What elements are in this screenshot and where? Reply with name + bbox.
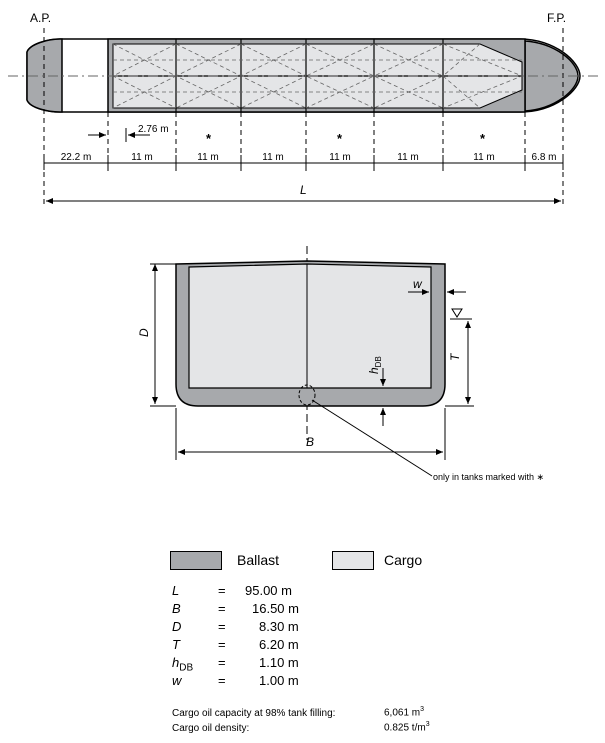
segment-label-1: 11 m bbox=[131, 152, 153, 163]
density-value: 0.825 $t/m^3$ bbox=[384, 721, 430, 734]
segment-label-fwd: 6.8 m bbox=[531, 152, 557, 163]
param-eq: = bbox=[218, 673, 226, 688]
param-eq: = bbox=[218, 583, 226, 598]
breadth-label: B bbox=[306, 435, 315, 449]
param-val-D: 8.30 m bbox=[259, 619, 299, 634]
note-leader-line bbox=[312, 400, 432, 476]
param-sym-hdb: $h_{DB}$ bbox=[172, 655, 194, 674]
legend-ballast-label: Ballast bbox=[237, 552, 280, 568]
param-eq: = bbox=[218, 655, 226, 670]
segment-label-aft: 22.2 m bbox=[60, 152, 92, 163]
section-view bbox=[0, 240, 605, 515]
param-sym-D: D bbox=[172, 619, 182, 634]
param-sym-L: L bbox=[172, 583, 180, 598]
density-label: Cargo oil density: bbox=[172, 723, 250, 734]
param-val-B: 16.50 m bbox=[252, 601, 299, 616]
param-sym-w: w bbox=[172, 673, 182, 688]
capacity-value: 6,061 $m^3$ bbox=[384, 706, 425, 719]
legend-cargo-swatch bbox=[332, 551, 374, 570]
depth-label: D bbox=[137, 328, 151, 337]
segment-label-3: 11 m bbox=[262, 152, 284, 163]
segment-label-6: 11 m bbox=[473, 152, 495, 163]
star-tank-1: * bbox=[206, 131, 212, 146]
tanks-note: only in tanks marked with ∗ bbox=[433, 472, 545, 482]
capacity-label: Cargo oil capacity at 98% tank filling: bbox=[172, 708, 336, 719]
wall-label: w bbox=[413, 277, 422, 291]
param-val-L: 95.00 m bbox=[245, 583, 292, 598]
param-eq: = bbox=[218, 619, 226, 634]
hdb-label: $h_{DB}$ bbox=[367, 356, 383, 374]
segment-label-2: 11 m bbox=[197, 152, 219, 163]
param-val-T: 6.20 m bbox=[259, 637, 299, 652]
plan-view bbox=[0, 0, 605, 215]
star-tank-3: * bbox=[480, 131, 486, 146]
draft-label: T bbox=[448, 353, 462, 361]
segment-label-4: 11 m bbox=[329, 152, 351, 163]
length-label: L bbox=[300, 183, 307, 197]
param-val-hdb: 1.10 m bbox=[259, 655, 299, 670]
fp-label: F.P. bbox=[547, 11, 567, 25]
param-val-w: 1.00 m bbox=[259, 673, 299, 688]
param-eq: = bbox=[218, 637, 226, 652]
legend-ballast-swatch bbox=[170, 551, 222, 570]
waterline-symbol bbox=[452, 309, 462, 317]
segment-label-5: 11 m bbox=[397, 152, 419, 163]
offset-dim-label: 2.76 m bbox=[138, 124, 169, 135]
star-tank-2: * bbox=[337, 131, 343, 146]
param-sym-B: B bbox=[172, 601, 181, 616]
ap-label: A.P. bbox=[30, 11, 52, 25]
legend-cargo-label: Cargo bbox=[384, 552, 423, 568]
param-eq: = bbox=[218, 601, 226, 616]
section-cargo-tank bbox=[189, 264, 431, 388]
param-sym-T: T bbox=[172, 637, 180, 652]
